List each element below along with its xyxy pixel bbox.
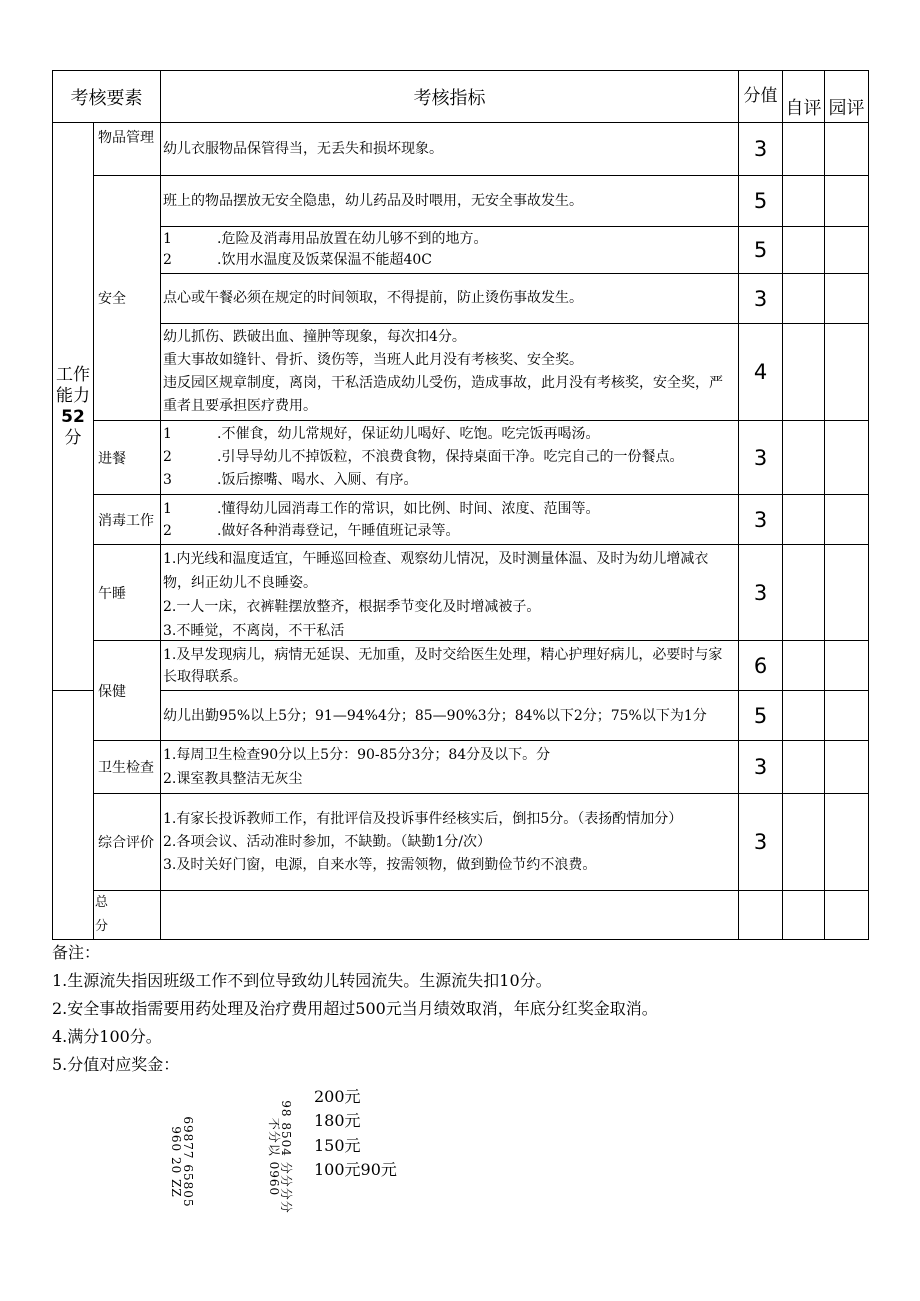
- assessment-table: [52, 70, 869, 940]
- table-row: [53, 123, 869, 176]
- category-cell: 消毒工作: [94, 495, 161, 545]
- indicator-cell: 幼儿抓伤、跌破出血、撞肿等现象，每次扣4分。 重大事故如缝针、骨折、烫伤等，当班人此月没有考核奖、安全奖。 违反园区规章制度，离岗，干私活造成幼儿受伤，造成事故，此月没有考核奖，安全奖，严重者且要承担医疗费用。: [161, 324, 739, 421]
- park-eval-cell[interactable]: [825, 421, 869, 495]
- category-cell: 卫生检查: [94, 741, 161, 794]
- park-eval-cell[interactable]: [825, 691, 869, 741]
- indicator-cell: 幼儿出勤95%以上5分；91—94%4分；85—90%3分；84%以下2分；75%以下为1分: [161, 691, 739, 741]
- total-label: 总分: [94, 891, 161, 940]
- self-eval-cell[interactable]: [783, 123, 825, 176]
- total-self-eval-cell[interactable]: [825, 891, 869, 940]
- header-score: 分值: [739, 71, 783, 123]
- table-row: [53, 794, 869, 891]
- header-element: 考核要素: [53, 71, 161, 123]
- park-eval-cell[interactable]: [825, 123, 869, 176]
- glyph-column: 98 8504 分分分分 不分以 0960: [267, 1100, 293, 1214]
- score-cell: 3: [739, 274, 783, 324]
- note-item: 5.分值对应奖金：: [52, 1055, 180, 1074]
- header-self-eval: 自评: [783, 71, 825, 123]
- self-eval-cell[interactable]: [783, 495, 825, 545]
- category-cell: 安全: [94, 176, 161, 421]
- table-row: [53, 545, 869, 641]
- glyph-column: 69877 65805 960 20 ZZ: [169, 1116, 195, 1208]
- table-row: [53, 495, 869, 545]
- section-label: 工作能力 52 分: [53, 123, 94, 691]
- note-item: 4.满分100分。: [52, 1027, 162, 1046]
- table-row: [53, 227, 869, 274]
- score-cell: 5: [739, 227, 783, 274]
- category-cell: 综合评价: [94, 794, 161, 891]
- park-eval-cell[interactable]: [825, 641, 869, 691]
- park-eval-cell[interactable]: [825, 227, 869, 274]
- header-row: [53, 71, 869, 123]
- category-cell: 午睡: [94, 545, 161, 641]
- score-cell: 6: [739, 641, 783, 691]
- indicator-cell: 1 .危险及消毒用品放置在幼儿够不到的地方。 2 .饮用水温度及饭菜保温不能超40C: [161, 227, 739, 274]
- note-item: 2.安全事故指需要用药处理及治疗费用超过500元当月绩效取消，年底分红奖金取消。: [52, 999, 658, 1018]
- indicator-cell: 1.每周卫生检查90分以上5分：90-85分3分；84分及以下。分 2.课室教具整洁无灰尘: [161, 741, 739, 794]
- category-cell: 保健: [94, 641, 161, 741]
- self-eval-cell[interactable]: [783, 741, 825, 794]
- park-eval-cell[interactable]: [825, 324, 869, 421]
- park-eval-cell[interactable]: [825, 741, 869, 794]
- header-park-eval: 园评: [825, 71, 869, 123]
- total-category-cell: [161, 891, 739, 940]
- table-row: [53, 741, 869, 794]
- table-row: [53, 641, 869, 691]
- indicator-cell: 班上的物品摆放无安全隐患，幼儿药品及时喂用，无安全事故发生。: [161, 176, 739, 227]
- bonus-amount: 200元: [314, 1087, 361, 1106]
- self-eval-cell[interactable]: [783, 324, 825, 421]
- score-cell: 3: [739, 421, 783, 495]
- bonus-amount: 100元90元: [314, 1160, 397, 1179]
- self-eval-cell[interactable]: [783, 227, 825, 274]
- bonus-amount: 180元: [314, 1111, 361, 1130]
- park-eval-cell[interactable]: [825, 495, 869, 545]
- indicator-cell: 1 .懂得幼儿园消毒工作的常识，如比例、时间、浓度、范围等。 2 .做好各种消毒登记，午睡值班记录等。: [161, 495, 739, 545]
- self-eval-cell[interactable]: [783, 641, 825, 691]
- category-cell: 物品管理: [94, 123, 161, 176]
- indicator-cell: 幼儿衣服物品保管得当，无丢失和损坏现象。: [161, 123, 739, 176]
- indicator-cell: 1.内光线和温度适宜，午睡巡回检查、观察幼儿情况，及时测量体温、及时为幼儿增减衣物，纠正幼儿不良睡姿。 2.一人一床，衣裤鞋摆放整齐，根据季节变化及时增减被子。 3.不睡觉，不离岗，不干私活: [161, 545, 739, 641]
- table-row: [53, 421, 869, 495]
- indicator-cell: 1.及早发现病儿，病情无延误、无加重，及时交给医生处理，精心护理好病儿，必要时与家长取得联系。: [161, 641, 739, 691]
- score-cell: 3: [739, 495, 783, 545]
- indicator-cell: 1.有家长投诉教师工作，有批评信及投诉事件经核实后，倒扣5分。（表扬酌情加分） 2.各项会议、活动准时参加，不缺勤。（缺勤1分/次） 3.及时关好门窗，电源，自来水等，按需领物，做到勤俭节约不浪费。: [161, 794, 739, 891]
- notes-section: [52, 940, 872, 1080]
- self-eval-cell[interactable]: [783, 421, 825, 495]
- category-cell: 进餐: [94, 421, 161, 495]
- score-cell: 5: [739, 176, 783, 227]
- self-eval-cell[interactable]: [783, 176, 825, 227]
- park-eval-cell[interactable]: [825, 176, 869, 227]
- table-row: [53, 274, 869, 324]
- self-eval-cell[interactable]: [783, 691, 825, 741]
- notes-title: 备注：: [52, 943, 101, 962]
- total-score-cell[interactable]: [783, 891, 825, 940]
- indicator-cell: 1 .不催食，幼儿常规好，保证幼儿喝好、吃饱。吃完饭再喝汤。 2 .引导导幼儿不掉饭粒，不浪费食物，保持桌面干净。吃完自己的一份餐点。 3 .饭后擦嘴、喝水、入厕、有序。: [161, 421, 739, 495]
- bonus-amount: 150元: [314, 1136, 361, 1155]
- score-cell: 3: [739, 123, 783, 176]
- self-eval-cell[interactable]: [783, 794, 825, 891]
- score-cell: 3: [739, 794, 783, 891]
- park-eval-cell[interactable]: [825, 274, 869, 324]
- table-row: [53, 176, 869, 227]
- score-cell: 4: [739, 324, 783, 421]
- indicator-cell: 点心或午餐必须在规定的时间领取，不得提前，防止烫伤事故发生。: [161, 274, 739, 324]
- section-label-empty: [53, 691, 94, 940]
- score-cell: 3: [739, 741, 783, 794]
- table-row: [53, 324, 869, 421]
- total-row: [53, 891, 869, 940]
- table-row: [53, 691, 869, 741]
- header-indicator: 考核指标: [161, 71, 739, 123]
- self-eval-cell[interactable]: [783, 545, 825, 641]
- note-item: 1.生源流失指因班级工作不到位导致幼儿转园流失。生源流失扣10分。: [52, 971, 552, 990]
- park-eval-cell[interactable]: [825, 545, 869, 641]
- self-eval-cell[interactable]: [783, 274, 825, 324]
- score-cell: 3: [739, 545, 783, 641]
- score-cell: 5: [739, 691, 783, 741]
- park-eval-cell[interactable]: [825, 794, 869, 891]
- total-indicator-cell: [739, 891, 783, 940]
